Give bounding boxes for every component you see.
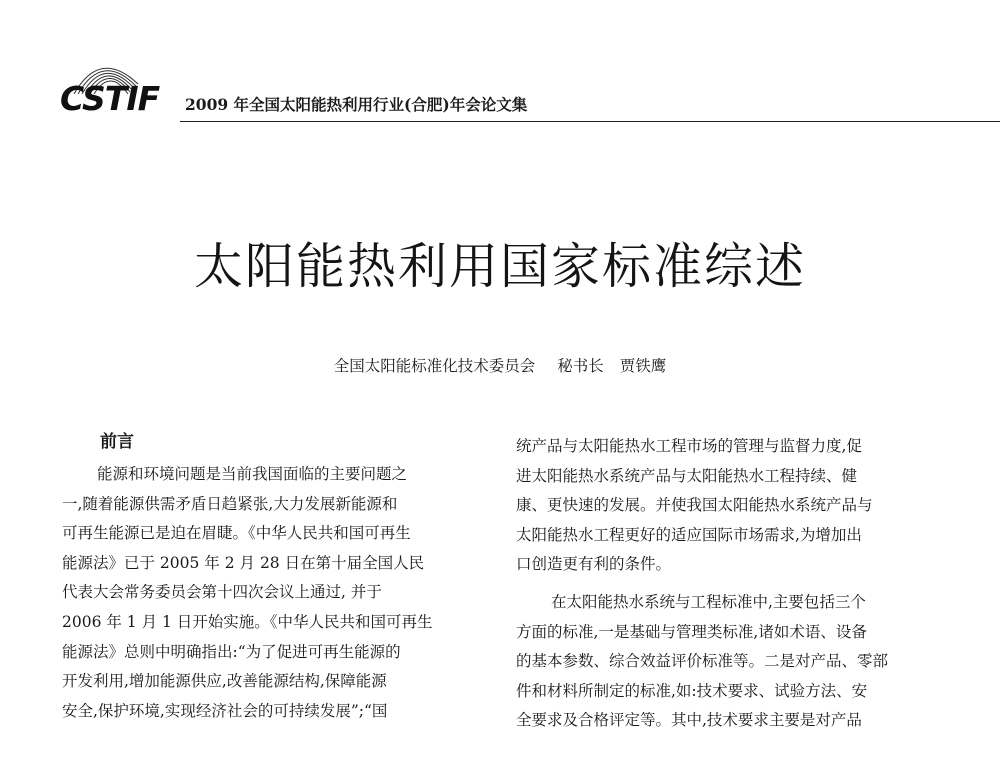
text-line: 能源法》已于 2005 年 2 月 28 日在第十届全国人民	[62, 553, 425, 572]
text-line: 方面的标准,一是基础与管理类标准,诸如术语、设备	[516, 622, 867, 641]
cstif-logo	[60, 54, 180, 124]
author-line	[0, 354, 1000, 376]
left-column	[62, 428, 482, 726]
text-line: 全要求及合格评定等。其中,技术要求主要是对产品	[516, 711, 862, 730]
text-line: 太阳能热水工程更好的适应国际市场需求,为增加出	[516, 525, 862, 544]
text-line: 能源和环境问题是当前我国面临的主要问题之	[97, 465, 408, 483]
text-line: 能源法》总则中明确指出:“为了促进可再生能源的	[62, 642, 401, 661]
right-column	[516, 432, 936, 736]
text-line: 安全,保护环境,实现经济社会的可持续发展”;“国	[62, 701, 388, 720]
text-line: 统产品与太阳能热水工程市场的管理与监督力度,促	[516, 437, 862, 455]
text-line: 代表大会常务委员会第十四次会议上通过, 并于	[62, 583, 382, 602]
text-line: 口创造更有利的条件。	[516, 555, 672, 574]
text-line: 进太阳能热水系统产品与太阳能热水工程持续、健	[516, 466, 858, 485]
logo-wordmark: CSTIF	[60, 79, 160, 118]
author-affiliation: 全国太阳能标准化技术委员会	[333, 357, 536, 375]
header-divider	[180, 121, 1000, 122]
text-line: 开发利用,增加能源供应,改善能源结构,保障能源	[62, 672, 387, 691]
text-line: 2006 年 1 月 1 日开始实施。《中华人民共和国可再生	[62, 612, 433, 631]
text-line: 一,随着能源供需矛盾日趋紧张,大力发展新能源和	[62, 494, 398, 513]
proceedings-title: 2009 年全国太阳能热利用行业(合肥)年会论文集	[185, 95, 528, 114]
text-line: 可再生能源已是迫在眉睫。《中华人民共和国可再生	[62, 524, 411, 543]
text-line: 在太阳能热水系统与工程标准中,主要包括三个	[551, 592, 866, 611]
author-name: 贾铁鹰	[619, 357, 667, 375]
author-position: 秘书长	[557, 357, 604, 375]
section-heading-preface: 前言	[100, 432, 134, 452]
paper-title: 太阳能热利用国家标准综述	[193, 238, 806, 295]
text-line: 康、更快速的发展。并使我国太阳能热水系统产品与	[516, 496, 873, 515]
text-line: 的基本参数、综合效益评价标准等。二是对产品、零部	[516, 652, 889, 671]
text-line: 件和材料所制定的标准,如:技术要求、试验方法、安	[516, 681, 868, 700]
